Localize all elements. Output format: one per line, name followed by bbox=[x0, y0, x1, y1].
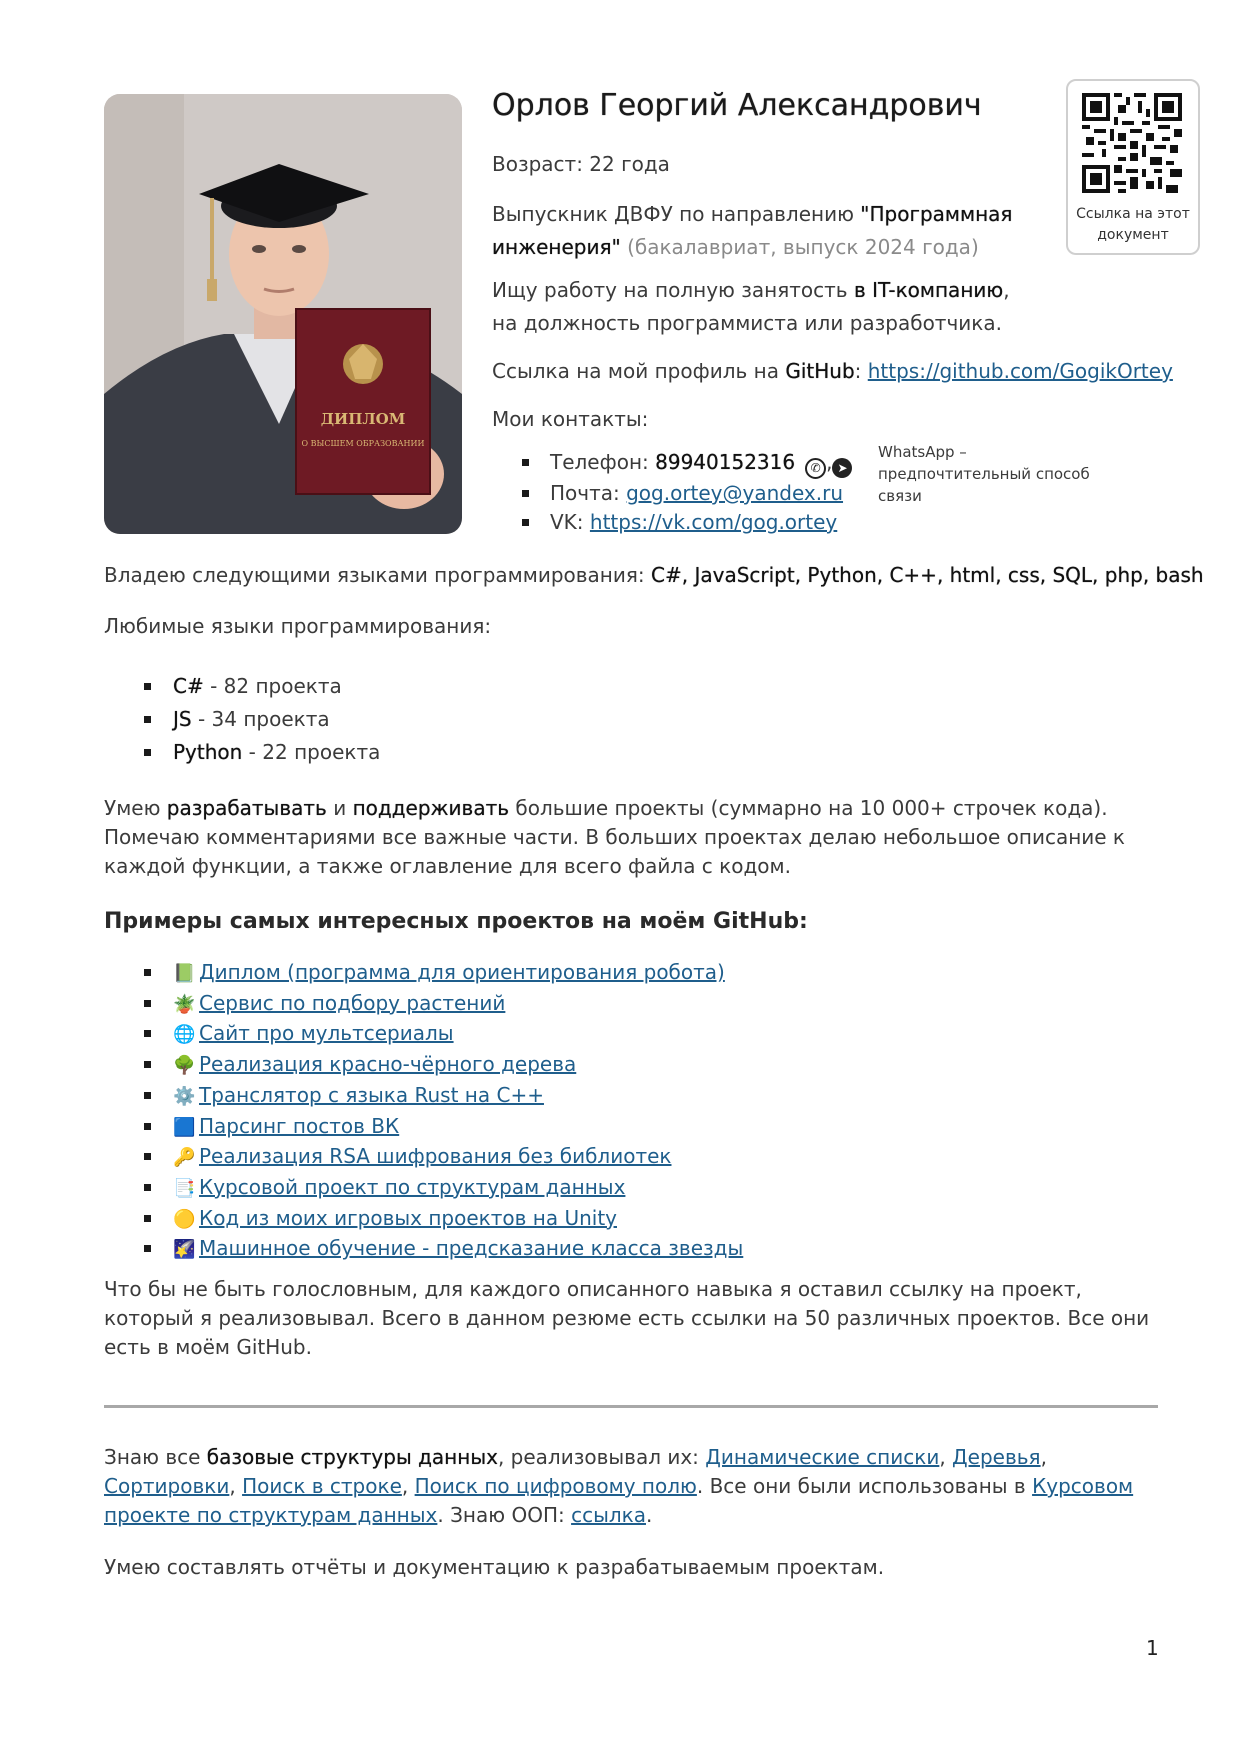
data-structures-info: Знаю все базовые структуры данных, реализовывал их: Динамические списки, Деревья, Сортировки, Поиск в строке, Поиск по цифровому полю. Все они были использованы в Курсовом проекте по структурам данных. Знаю ООП: ссылка. bbox=[104, 1445, 1134, 1527]
project-link-unity[interactable]: Код из моих игровых проектов на Unity bbox=[199, 1205, 617, 1230]
grad-prefix: Выпускник ДВФУ по направлению bbox=[492, 202, 861, 226]
favorite-languages-label: Любимые языки программирования: bbox=[104, 614, 492, 638]
link-coursework[interactable]: Курсовом проекте по структурам данных bbox=[104, 1474, 1134, 1527]
age-text: Возраст: 22 года bbox=[492, 152, 670, 176]
list-item bbox=[104, 1234, 743, 1265]
fav-lang: JS bbox=[173, 707, 192, 731]
link-oop[interactable]: ссылка bbox=[571, 1503, 646, 1527]
ds-text-e: . Знаю ООП: bbox=[437, 1503, 572, 1527]
dev-develop: разрабатывать bbox=[166, 796, 327, 820]
email-label: Почта: bbox=[550, 481, 627, 505]
grad-note: (бакалавриат, выпуск 2024 года) bbox=[627, 235, 979, 259]
github-colon: : bbox=[854, 359, 868, 383]
ds-text-c: , реализовывал их: bbox=[497, 1445, 706, 1469]
languages-list: C#, JavaScript, Python, C++, html, css, SQL, php, bash bbox=[651, 563, 1204, 587]
fav-lang: Python bbox=[173, 740, 243, 764]
coin-icon: 🟡 bbox=[173, 1208, 196, 1230]
link-string-search[interactable]: Поиск в строке bbox=[242, 1474, 402, 1498]
dev-text-e: большие проекты (суммарно на 10 000+ строчек кода). Помечаю комментариями все важные части. В больших проектах делаю небольшое описание к каждой функции, а также оглавление для всего файла с кодом. bbox=[104, 796, 1126, 878]
fav-count: - 82 проекта bbox=[203, 674, 342, 698]
key-icon: 🔑 bbox=[173, 1147, 196, 1169]
dev-text-a: Умею bbox=[104, 796, 167, 820]
dev-support: поддерживать bbox=[352, 796, 510, 820]
blue-square-icon: 🟦 bbox=[173, 1116, 196, 1138]
list-item bbox=[104, 1142, 743, 1173]
section-divider bbox=[104, 1405, 1158, 1408]
github-word: GitHub bbox=[785, 359, 855, 383]
page-number: 1 bbox=[1146, 1636, 1159, 1660]
list-item bbox=[104, 1173, 743, 1204]
full-name: Орлов Георгий Александрович bbox=[492, 88, 982, 123]
github-profile-line bbox=[492, 355, 1173, 388]
graduate-photo-illustration bbox=[104, 94, 462, 534]
development-skills bbox=[104, 794, 1144, 881]
seek-position: на должность программиста или разработчика. bbox=[492, 311, 1002, 335]
gear-icon: ⚙️ bbox=[173, 1085, 196, 1107]
whatsapp-icon[interactable]: ✆ bbox=[805, 458, 826, 479]
phone-number: 89940152316 bbox=[655, 450, 796, 474]
contact-email bbox=[492, 479, 852, 508]
list-item bbox=[104, 989, 743, 1020]
project-link-translator[interactable]: Транслятор с языка Rust на C++ bbox=[199, 1082, 544, 1107]
link-trees[interactable]: Деревья bbox=[952, 1445, 1041, 1469]
list-item bbox=[104, 670, 380, 703]
project-link-rsa[interactable]: Реализация RSA шифрования без библиотек bbox=[199, 1144, 672, 1169]
fav-count: - 22 проекта bbox=[242, 740, 381, 764]
project-link-rb-tree[interactable]: Реализация красно-чёрного дерева bbox=[199, 1052, 577, 1077]
link-dynamic-lists[interactable]: Динамические списки bbox=[705, 1445, 940, 1469]
fav-count: - 34 проекта bbox=[191, 707, 330, 731]
project-link-plants[interactable]: Сервис по подбору растений bbox=[199, 990, 506, 1015]
github-prefix: Ссылка на мой профиль на bbox=[492, 359, 786, 383]
link-digital-search[interactable]: Поиск по цифровому полю bbox=[414, 1474, 697, 1498]
list-item bbox=[104, 703, 380, 736]
project-link-ml-stars[interactable]: Машинное обучение - предсказание класса звезды bbox=[199, 1236, 744, 1261]
documentation-skills: Умею составлять отчёты и документацию к разрабатываемым проектам. bbox=[104, 1555, 885, 1579]
grad-specialty: "Программная инженерия" bbox=[492, 202, 1013, 259]
ds-basic-structures: базовые структуры данных bbox=[206, 1445, 498, 1469]
projects-heading: Примеры самых интересных проектов на моём GitHub: bbox=[104, 909, 808, 934]
list-item bbox=[104, 1050, 743, 1081]
languages-line bbox=[104, 561, 1204, 590]
project-link-vk-parser[interactable]: Парсинг постов ВК bbox=[199, 1113, 400, 1138]
seek-company-type: в IT-компанию bbox=[853, 278, 1004, 302]
projects-summary: Что бы не быть голословным, для каждого описанного навыка я оставил ссылку на проект, который я реализовывал. Всего в данном резюме есть ссылки на 50 различных проектов. Все они есть в моём GitHub. bbox=[104, 1277, 1150, 1359]
plant-icon: 🪴 bbox=[173, 993, 196, 1015]
contact-vk bbox=[492, 508, 852, 537]
qr-caption: Ссылка на этот документ bbox=[1076, 206, 1190, 243]
vk-link[interactable]: https://vk.com/gog.ortey bbox=[589, 510, 838, 534]
projects-list bbox=[104, 958, 743, 1265]
list-item bbox=[104, 736, 380, 769]
link-sorting[interactable]: Сортировки bbox=[104, 1474, 230, 1498]
contact-phone: Телефон: 89940152316 ✆ , ➤ bbox=[492, 448, 852, 479]
vk-label: VK: bbox=[550, 510, 590, 534]
phone-label: Телефон: bbox=[550, 450, 656, 474]
qr-code-card[interactable] bbox=[1066, 79, 1200, 255]
github-link[interactable]: https://github.com/GogikOrtey bbox=[867, 359, 1173, 383]
qr-code-icon bbox=[1082, 93, 1182, 193]
list-item bbox=[104, 1112, 743, 1143]
telegram-icon[interactable]: ➤ bbox=[832, 458, 852, 478]
shooting-star-icon: 🌠 bbox=[173, 1239, 196, 1261]
contacts-list bbox=[492, 448, 852, 537]
dev-text-c: и bbox=[326, 796, 353, 820]
favorite-languages-list bbox=[104, 670, 380, 769]
list-item bbox=[104, 958, 743, 989]
book-icon: 📗 bbox=[173, 963, 196, 984]
tree-icon: 🌳 bbox=[173, 1055, 196, 1077]
contacts-label: Мои контакты: bbox=[492, 407, 649, 431]
diploma-title: ДИПЛОМ bbox=[320, 410, 406, 428]
project-link-coursework[interactable]: Курсовой проект по структурам данных bbox=[199, 1174, 626, 1199]
diploma-subtitle: О ВЫСШЕМ ОБРАЗОВАНИИ bbox=[301, 439, 425, 448]
graduation-info bbox=[492, 198, 1052, 264]
ds-text-f: . bbox=[645, 1503, 653, 1527]
list-item bbox=[104, 1081, 743, 1112]
ds-text-d: . Все они были использованы в bbox=[696, 1474, 1033, 1498]
seek-comma: , bbox=[1003, 278, 1010, 302]
project-link-diploma[interactable]: Диплом (программа для ориентирования робота) bbox=[199, 960, 725, 984]
email-link[interactable]: gog.ortey@yandex.ru bbox=[626, 481, 844, 505]
profile-photo bbox=[104, 94, 462, 534]
ds-text-a: Знаю все bbox=[104, 1445, 207, 1469]
whatsapp-note: WhatsApp – предпочтительный способ связи bbox=[878, 443, 1090, 505]
list-item bbox=[104, 1204, 743, 1235]
list-item bbox=[104, 1019, 743, 1050]
project-link-cartoons[interactable]: Сайт про мультсериалы bbox=[199, 1021, 454, 1046]
languages-prefix: Владею следующими языками программирования: bbox=[104, 563, 652, 587]
document-icon: 📑 bbox=[173, 1177, 196, 1199]
fav-lang: C# bbox=[173, 674, 204, 698]
job-seeking-info bbox=[492, 274, 1052, 340]
globe-icon: 🌐 bbox=[173, 1024, 196, 1046]
seek-text-a: Ищу работу на полную занятость bbox=[492, 278, 854, 302]
